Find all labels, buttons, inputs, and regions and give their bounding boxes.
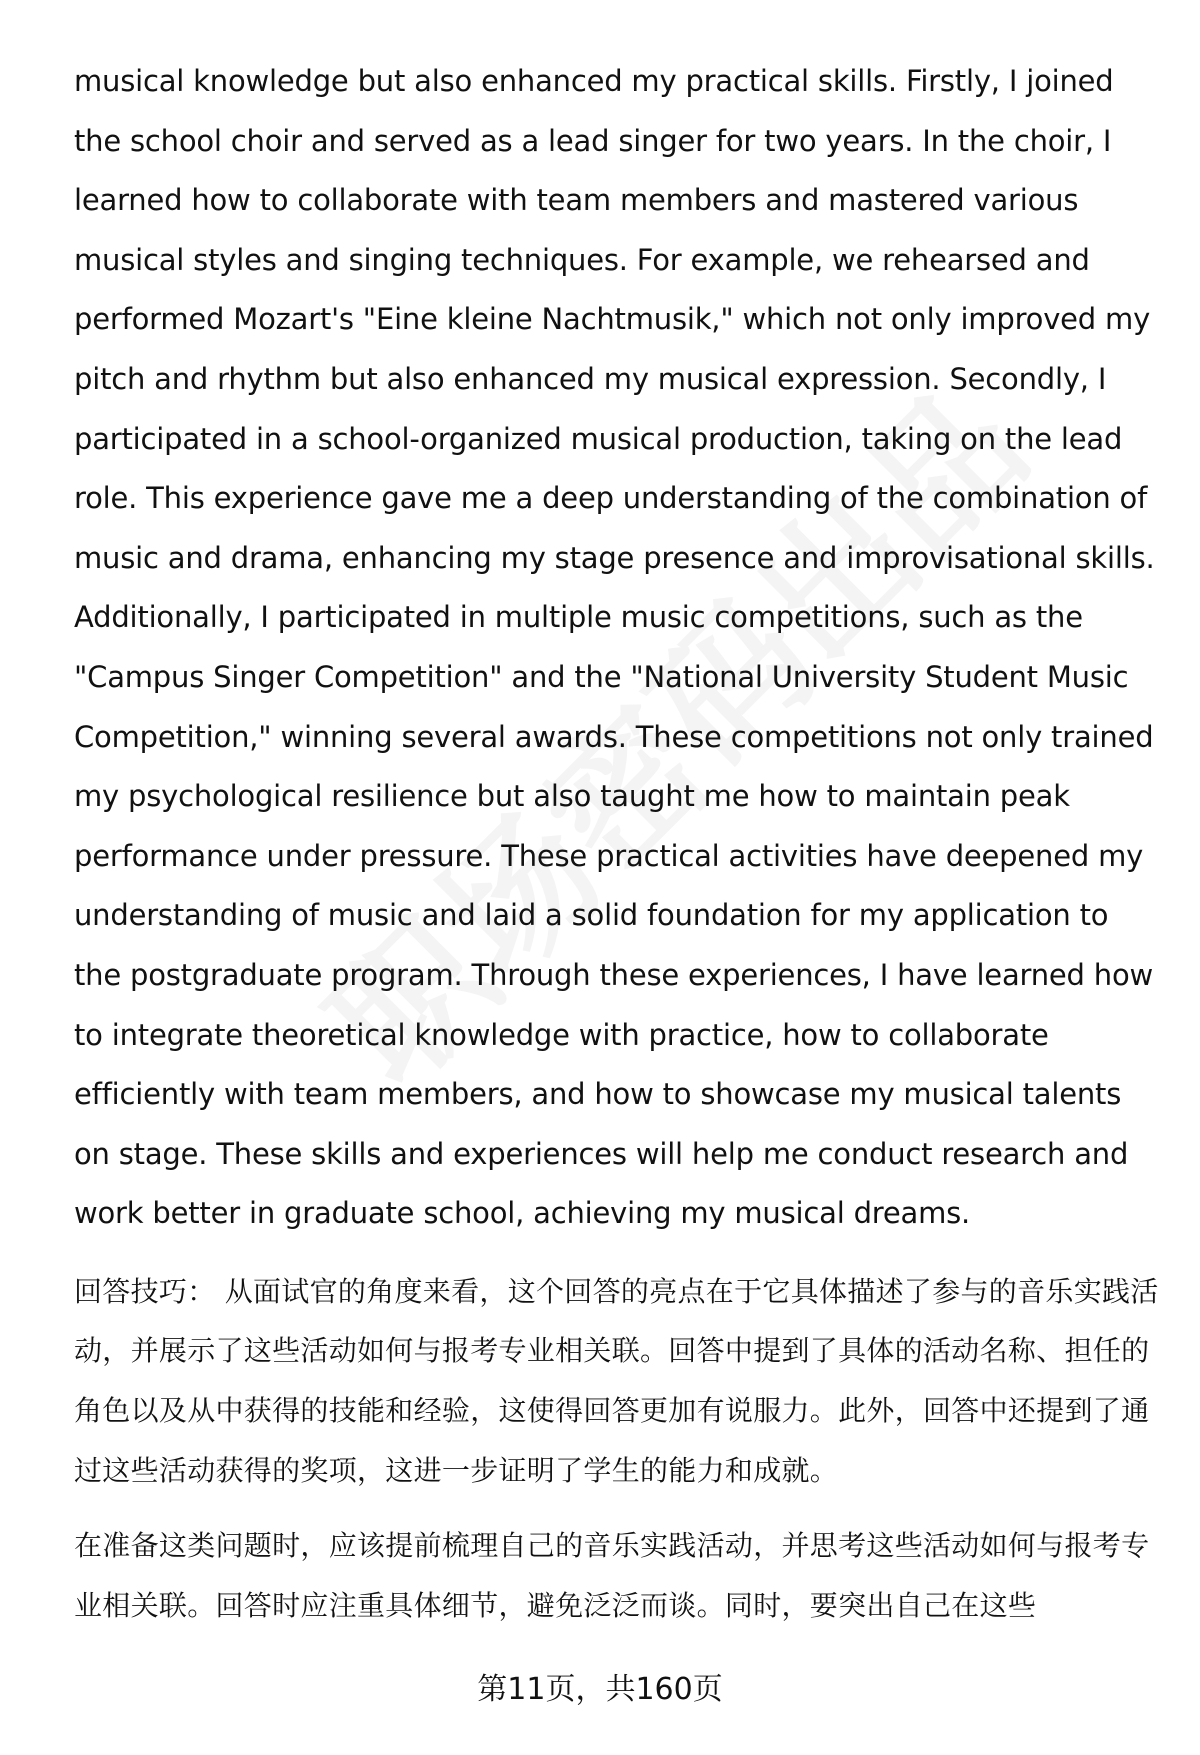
document-body	[74, 52, 1164, 1651]
page-number-footer: 第11页，共160页	[477, 1672, 723, 1707]
preparation-advice-paragraph: 在准备这类问题时，应该提前梳理自己的音乐实践活动，并思考这些活动如何与报考专业相关联。回答时应注重具体细节，避免泛泛而谈。同时，要突出自己在这些	[74, 1529, 1150, 1622]
answer-tips-paragraph: 回答技巧： 从面试官的角度来看，这个回答的亮点在于它具体描述了参与的音乐实践活动，并展示了这些活动如何与报考专业相关联。回答中提到了具体的活动名称、担任的角色以及从中获得的技能和经验，这使得回答更加有说服力。此外，回答中还提到了通过这些活动获得的奖项，这进一步证明了学生的能力和成就。	[74, 1274, 1159, 1487]
answer-paragraph-en: musical knowledge but also enhanced my practical skills. Firstly, I joined the school choir and served as a lead singer for two years. In the choir, I learned how to collaborate with team members and mastered various musical styles and singing techniques. For example, we rehearsed and performed Mozart's "Eine kleine Nachtmusik," which not only improved my pitch and rhythm but also enhanced my musical expression. Secondly, I participated in a school-organized musical production, taking on the lead role. This experience gave me a deep understanding of the combination of music and drama, enhancing my stage presence and improvisational skills. Additionally, I participated in multiple music competitions, such as the "Campus Singer Competition" and the "National University Student Music Competition," winning several awards. These competitions not only trained my psychological resilience but also taught me how to maintain peak performance under pressure. These practical activities have deepened my understanding of music and laid a solid foundation for my application to the postgraduate program. Through these experiences, I have learned how to integrate theoretical knowledge with practice, how to collaborate efficiently with team members, and how to showcase my musical talents on stage. These skills and experiences will help me conduct research and work better in graduate school, achieving my musical dreams.	[74, 64, 1155, 1231]
